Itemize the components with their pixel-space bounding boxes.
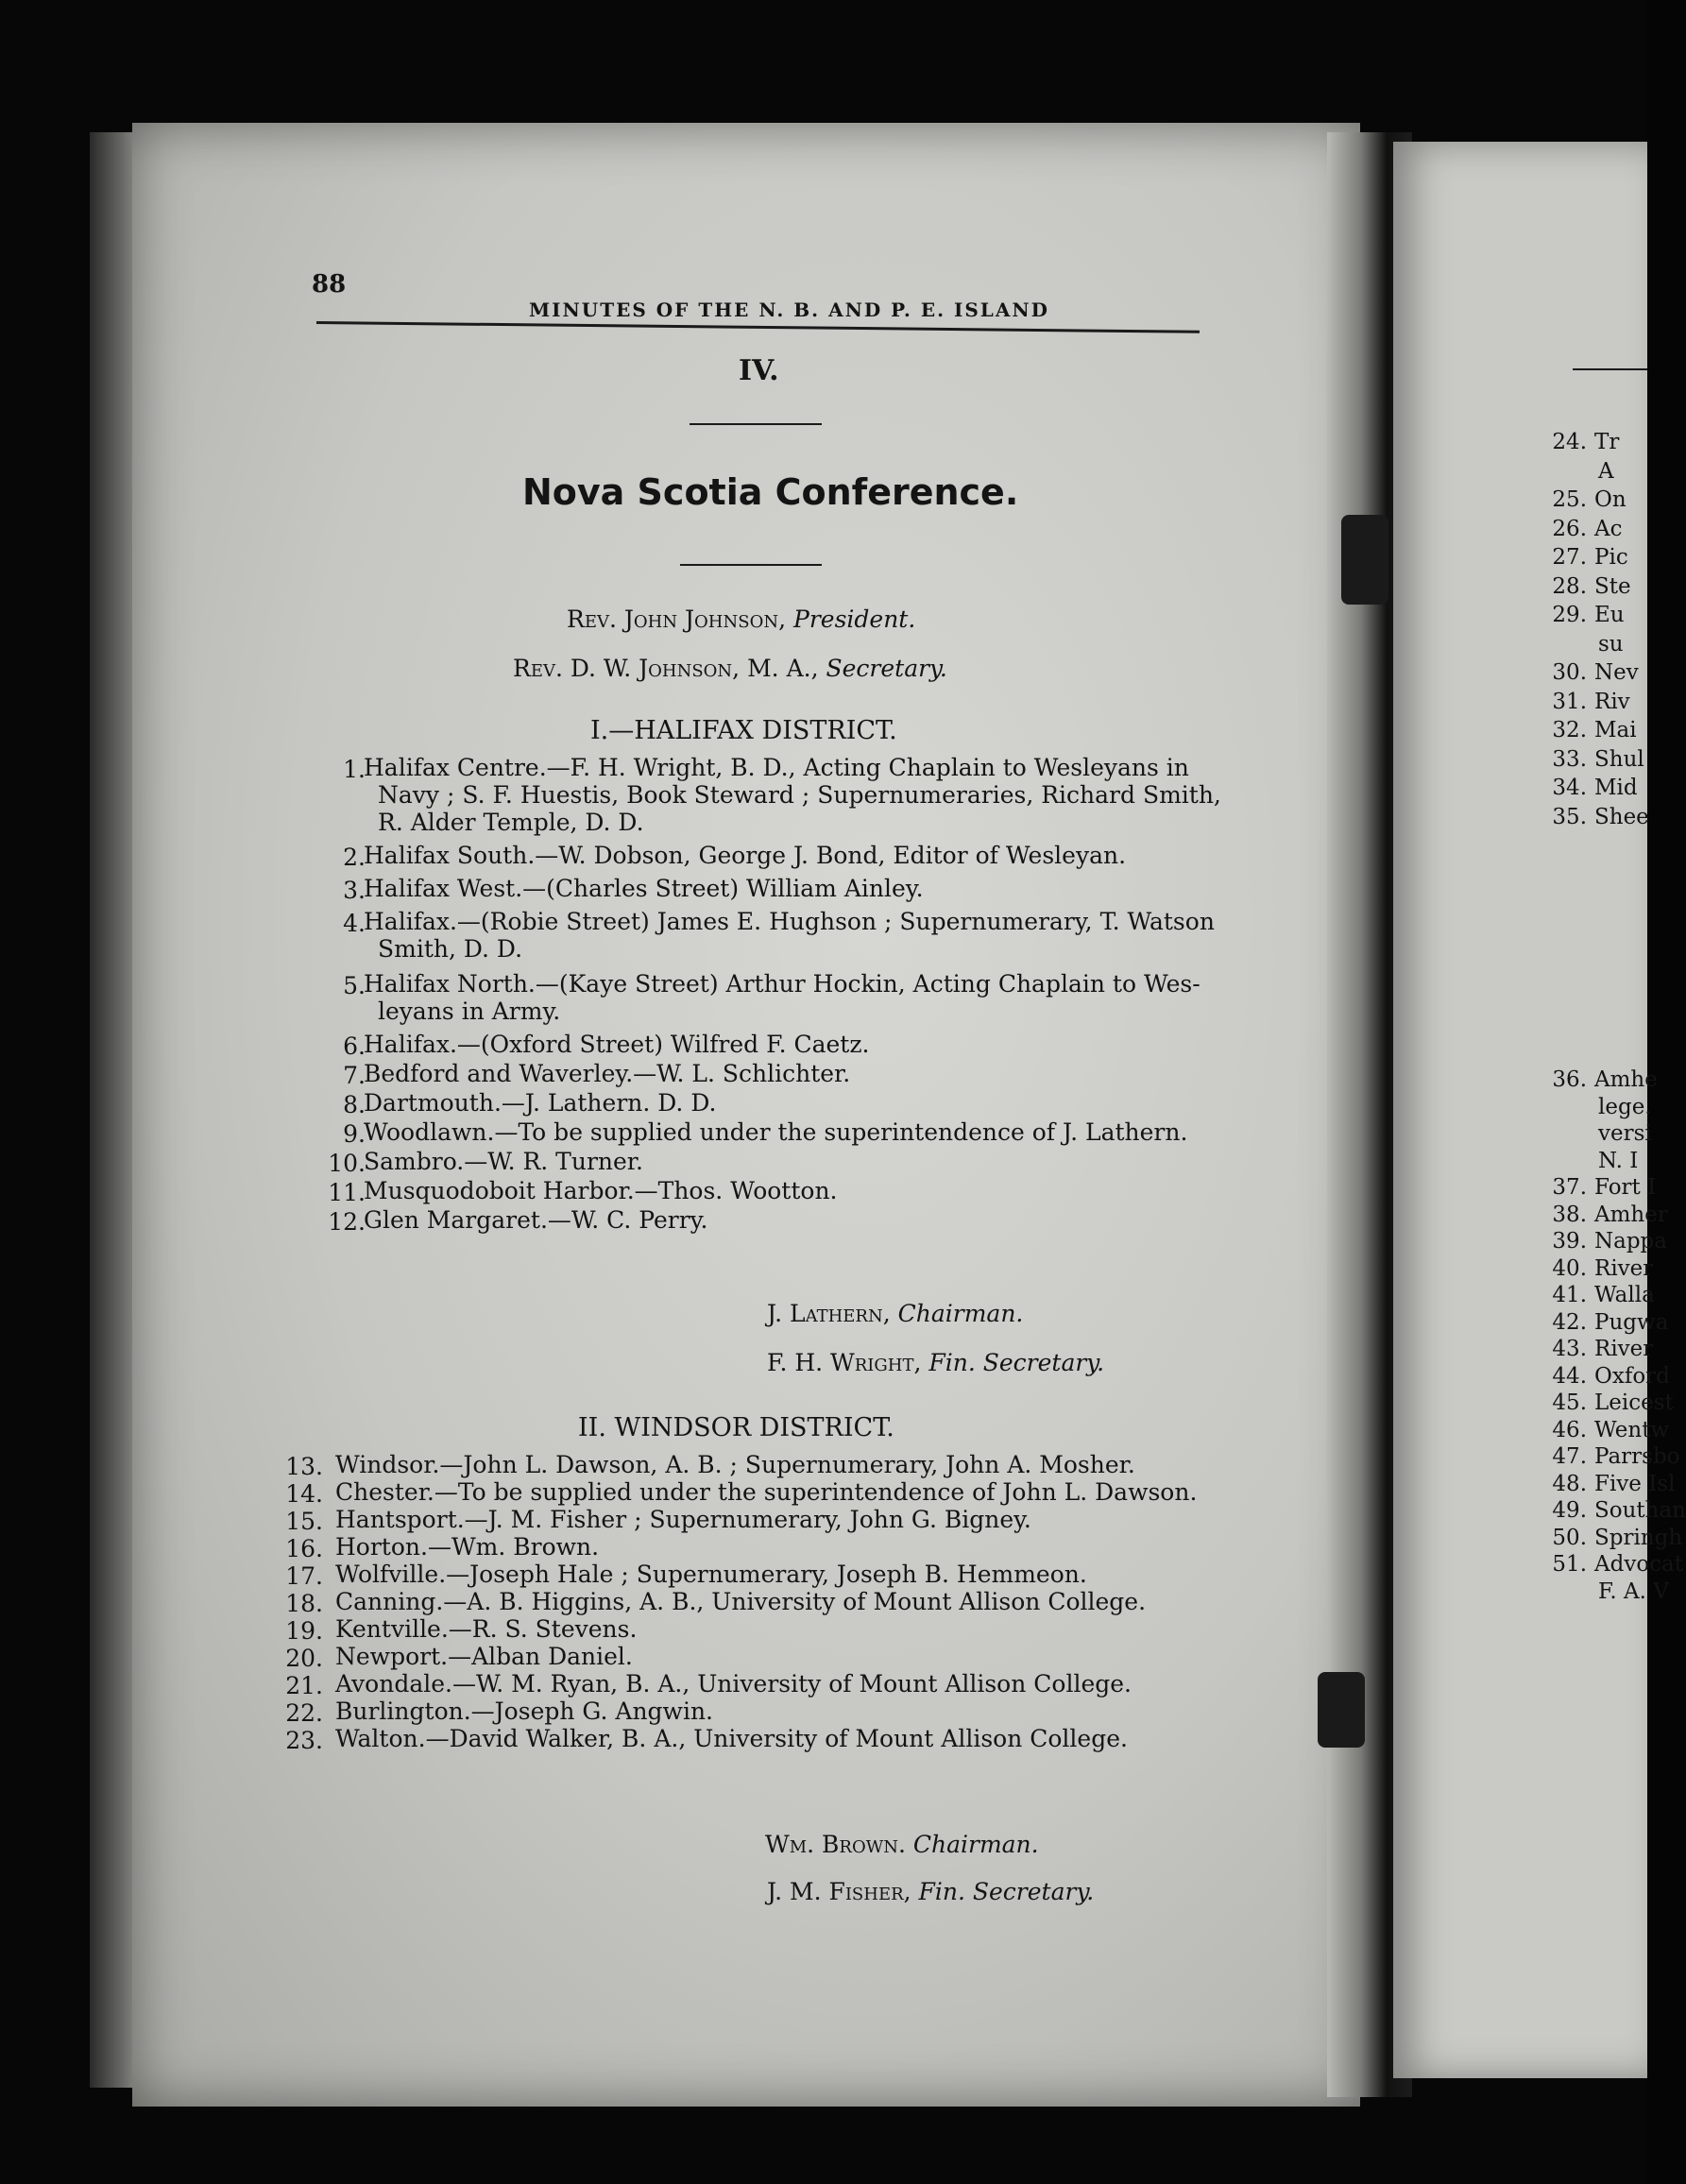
facing-entry-text: Riv bbox=[1594, 689, 1630, 714]
entry-text: Halifax.—(Robie Street) James E. Hughson ; Supernumerary, T. Watson bbox=[364, 908, 1215, 935]
facing-entry-number: 33. bbox=[1552, 746, 1587, 772]
entry-text: Musquodoboit Harbor.—Thos. Wootton. bbox=[364, 1177, 838, 1204]
facing-entry-number: 31. bbox=[1552, 689, 1587, 714]
entry-text: Halifax West.—(Charles Street) William Ainley. bbox=[364, 875, 924, 902]
president-line bbox=[567, 607, 915, 631]
entry-number: 3. bbox=[343, 877, 366, 904]
facing-entry-number: 43. bbox=[1552, 1337, 1587, 1361]
entry-text: Walton.—David Walker, B. A., University of Mount Allison College. bbox=[335, 1725, 1128, 1752]
facing-entry-number: 51. bbox=[1552, 1552, 1587, 1577]
facing-entry-text: Wentw bbox=[1594, 1417, 1670, 1442]
facing-entry-text: Pugwa bbox=[1594, 1309, 1669, 1335]
entry-text: Halifax South.—W. Dobson, George J. Bond, Editor of Wesleyan. bbox=[364, 842, 1127, 869]
facing-entry-number: 41. bbox=[1552, 1283, 1587, 1307]
facing-entry-number: 27. bbox=[1552, 545, 1587, 570]
entry-continuation: leyans in Army. bbox=[378, 998, 561, 1025]
entry-number: 8. bbox=[343, 1091, 366, 1118]
facing-entry-number: 38. bbox=[1552, 1202, 1587, 1227]
halifax-district-heading: I.—HALIFAX DISTRICT. bbox=[590, 716, 897, 745]
secretary-name: Rev. D. W. Johnson, M. A., bbox=[513, 655, 819, 682]
president-role: President. bbox=[793, 606, 916, 633]
entry-continuation: R. Alder Temple, D. D. bbox=[378, 809, 644, 836]
entry-number: 19. bbox=[285, 1617, 323, 1645]
entry-text: Dartmouth.—J. Lathern. D. D. bbox=[364, 1089, 717, 1117]
facing-entry-number: 37. bbox=[1552, 1175, 1587, 1200]
entry-text: Hantsport.—J. M. Fisher ; Supernumerary, John G. Bigney. bbox=[335, 1506, 1031, 1533]
facing-entry-text: F. A. V bbox=[1598, 1578, 1669, 1604]
facing-entry-number: 24. bbox=[1552, 430, 1587, 454]
entry-text: Halifax North.—(Kaye Street) Arthur Hockin, Acting Chaplain to Wes- bbox=[364, 970, 1201, 998]
entry-number: 22. bbox=[285, 1699, 323, 1727]
entry-number: 6. bbox=[343, 1032, 366, 1060]
facing-entry-text: Mai bbox=[1594, 718, 1637, 742]
entry-number: 21. bbox=[285, 1672, 323, 1699]
facing-entry-text: Ste bbox=[1594, 573, 1631, 599]
facing-entry-text: Tr bbox=[1594, 430, 1620, 454]
entry-number: 13. bbox=[285, 1453, 323, 1480]
facing-entry-text: River bbox=[1594, 1255, 1654, 1281]
entry-text: Halifax.—(Oxford Street) Wilfred F. Caetz. bbox=[364, 1031, 870, 1058]
divider-rule bbox=[680, 564, 822, 566]
entry-number: 11. bbox=[328, 1179, 366, 1206]
entry-text: Burlington.—Joseph G. Angwin. bbox=[335, 1698, 713, 1725]
entry-text: Wolfville.—Joseph Hale ; Supernumerary, Joseph B. Hemmeon. bbox=[335, 1561, 1087, 1588]
president-name: Rev. John Johnson, bbox=[567, 606, 787, 633]
facing-entry-text: Amhe bbox=[1594, 1067, 1658, 1092]
facing-entry-number: 48. bbox=[1552, 1471, 1587, 1496]
facing-entry-text: Amher bbox=[1594, 1202, 1668, 1227]
facing-entry-text: River bbox=[1594, 1337, 1654, 1361]
facing-entry-text: Nev bbox=[1594, 660, 1639, 685]
facing-entry-text: Shee bbox=[1594, 804, 1649, 829]
facing-entry-number: 28. bbox=[1552, 573, 1587, 599]
entry-continuation: Navy ; S. F. Huestis, Book Steward ; Supernumeraries, Richard Smith, bbox=[378, 781, 1221, 809]
entry-continuation: Smith, D. D. bbox=[378, 935, 523, 963]
facing-header-rule bbox=[1573, 368, 1647, 370]
halifax-chairman-role: Chairman. bbox=[897, 1300, 1024, 1327]
secretary-role: Secretary. bbox=[826, 655, 947, 682]
facing-entry-text: lege. bbox=[1598, 1094, 1652, 1119]
windsor-secretary-line bbox=[767, 1880, 1094, 1903]
entry-number: 16. bbox=[285, 1535, 323, 1562]
entry-number: 7. bbox=[343, 1062, 366, 1089]
facing-entry-number: 30. bbox=[1552, 660, 1587, 685]
facing-entry-number: 36. bbox=[1552, 1067, 1587, 1092]
facing-entry-number: 40. bbox=[1552, 1255, 1587, 1281]
facing-entry-number: 50. bbox=[1552, 1525, 1587, 1550]
facing-entry-text: A bbox=[1598, 458, 1614, 484]
facing-entry-number: 25. bbox=[1552, 487, 1587, 512]
facing-entry-text: N. I bbox=[1598, 1148, 1639, 1173]
facing-entry-text: Shul bbox=[1594, 746, 1644, 772]
halifax-secretary-name: F. H. Wright, bbox=[767, 1349, 922, 1376]
facing-entry-text: Advocat bbox=[1594, 1552, 1684, 1577]
facing-entry-text: Mid bbox=[1594, 776, 1638, 800]
entry-number: 15. bbox=[285, 1508, 323, 1535]
running-title: MINUTES OF THE N. B. AND P. E. ISLAND bbox=[529, 299, 1050, 321]
entry-number: 2. bbox=[343, 844, 366, 871]
entry-text: Kentville.—R. S. Stevens. bbox=[335, 1615, 638, 1643]
facing-entry-text: Southan bbox=[1594, 1498, 1686, 1523]
entry-text: Windsor.—John L. Dawson, A. B. ; Supernumerary, John A. Mosher. bbox=[335, 1451, 1135, 1478]
halifax-secretary-role: Fin. Secretary. bbox=[928, 1349, 1105, 1376]
windsor-secretary-role: Fin. Secretary. bbox=[918, 1878, 1095, 1905]
entry-text: Canning.—A. B. Higgins, A. B., University of Mount Allison College. bbox=[335, 1588, 1147, 1615]
facing-entry-number: 45. bbox=[1552, 1391, 1587, 1415]
facing-entry-text: Pic bbox=[1594, 545, 1628, 570]
windsor-secretary-name: J. M. Fisher, bbox=[767, 1878, 911, 1905]
facing-entry-number: 46. bbox=[1552, 1417, 1587, 1442]
entry-number: 10. bbox=[328, 1150, 366, 1177]
facing-entry-text: Eu bbox=[1594, 603, 1625, 627]
facing-entry-number: 32. bbox=[1552, 718, 1587, 742]
halifax-chairman-name: J. Lathern, bbox=[767, 1300, 891, 1327]
section-numeral: IV. bbox=[739, 354, 779, 387]
facing-entry-text: On bbox=[1594, 487, 1626, 512]
facing-entry-text: Parrsbo bbox=[1594, 1444, 1680, 1469]
facing-entry-text: Oxford bbox=[1594, 1363, 1670, 1389]
entry-number: 9. bbox=[343, 1120, 366, 1148]
facing-entry-number: 29. bbox=[1552, 603, 1587, 627]
secretary-line bbox=[513, 657, 947, 680]
facing-entry-number: 34. bbox=[1552, 776, 1587, 800]
page-number: 88 bbox=[312, 270, 347, 299]
facing-entry-number: 42. bbox=[1552, 1309, 1587, 1335]
facing-entry-number: 47. bbox=[1552, 1444, 1587, 1469]
entry-text: Glen Margaret.—W. C. Perry. bbox=[364, 1206, 708, 1234]
facing-entry-text: Fort I bbox=[1594, 1175, 1657, 1200]
facing-entry-text: Leicest bbox=[1594, 1391, 1674, 1415]
facing-entry-text: Springh bbox=[1594, 1525, 1683, 1550]
binding-clip-bottom bbox=[1318, 1672, 1365, 1748]
windsor-chairman-line bbox=[765, 1833, 1039, 1856]
entry-text: Horton.—Wm. Brown. bbox=[335, 1533, 600, 1561]
entry-number: 5. bbox=[343, 972, 366, 999]
facing-entry-text: Five Isl bbox=[1594, 1471, 1676, 1496]
facing-entry-number: 39. bbox=[1552, 1229, 1587, 1254]
divider-rule bbox=[690, 423, 822, 425]
windsor-district-heading: II. WINDSOR DISTRICT. bbox=[578, 1413, 894, 1442]
entry-number: 1. bbox=[343, 756, 366, 783]
entry-number: 17. bbox=[285, 1562, 323, 1590]
entry-text: Bedford and Waverley.—W. L. Schlichter. bbox=[364, 1060, 851, 1087]
facing-entry-number: 44. bbox=[1552, 1363, 1587, 1389]
entry-text: Woodlawn.—To be supplied under the superintendence of J. Lathern. bbox=[364, 1118, 1188, 1146]
facing-entry-number: 35. bbox=[1552, 804, 1587, 829]
facing-entry-text: su bbox=[1598, 631, 1624, 657]
facing-entry-text: Ac bbox=[1594, 516, 1623, 541]
entry-text: Sambro.—W. R. Turner. bbox=[364, 1148, 643, 1175]
entry-text: Avondale.—W. M. Ryan, B. A., University of Mount Allison College. bbox=[335, 1670, 1132, 1698]
entry-text: Newport.—Alban Daniel. bbox=[335, 1643, 633, 1670]
entry-number: 18. bbox=[285, 1590, 323, 1617]
entry-number: 12. bbox=[328, 1208, 366, 1236]
entry-text: Chester.—To be supplied under the superintendence of John L. Dawson. bbox=[335, 1478, 1198, 1506]
facing-entry-text: Nappa bbox=[1594, 1229, 1667, 1254]
entry-number: 20. bbox=[285, 1645, 323, 1672]
entry-text: Halifax Centre.—F. H. Wright, B. D., Acting Chaplain to Wesleyans in bbox=[364, 754, 1189, 781]
entry-number: 4. bbox=[343, 910, 366, 937]
halifax-chairman-line bbox=[767, 1302, 1023, 1325]
conference-title: Nova Scotia Conference. bbox=[522, 471, 1019, 513]
facing-entry-number: 26. bbox=[1552, 516, 1587, 541]
windsor-chairman-role: Chairman. bbox=[912, 1831, 1039, 1858]
facing-entry-text: Walla bbox=[1594, 1283, 1655, 1307]
facing-entry-number: 49. bbox=[1552, 1498, 1587, 1523]
entry-number: 23. bbox=[285, 1727, 323, 1754]
entry-number: 14. bbox=[285, 1480, 323, 1508]
facing-entry-text: versi bbox=[1598, 1121, 1652, 1146]
halifax-secretary-line bbox=[767, 1351, 1104, 1374]
binding-clip-top bbox=[1341, 515, 1388, 605]
windsor-chairman-name: Wm. Brown. bbox=[765, 1831, 906, 1858]
